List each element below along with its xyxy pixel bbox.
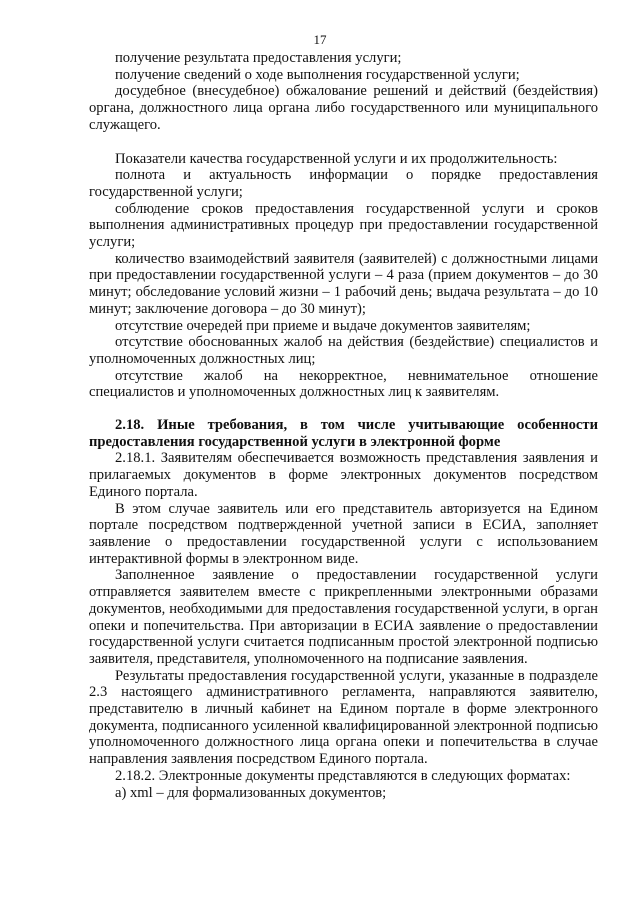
paragraph: получение сведений о ходе выполнения государственной услуги; xyxy=(115,66,520,83)
paragraph: получение результата предоставления услуги; xyxy=(115,50,402,66)
paragraph: Заполненное заявление о предоставлении государственной услуги отправляется заявителем вместе с прикрепленными электронными образами документов, необходимыми для предоставления государственной услуги, в орган опеки и попечительства. При авторизации в ЕСИА заявление о предоставлении государственной услуги считается подписанным простой электронной подписью заявителя, представителя, уполномоченного на подписание заявления. xyxy=(89,567,598,667)
paragraph: отсутствие очередей при приеме и выдаче документов заявителям; xyxy=(115,317,531,334)
paragraph: отсутствие обоснованных жалоб на действия (бездействие) специалистов и уполномоченных должностных лиц; xyxy=(89,334,598,367)
paragraph: В этом случае заявитель или его представитель авторизуется на Едином портале посредством подтвержденной учетной записи в ЕСИА, заполняет заявление о предоставлении государственной услуги с использованием интерактивной формы в электронном виде. xyxy=(89,500,598,567)
paragraph: полнота и актуальность информации о порядке предоставления государственной услуги; xyxy=(89,167,598,200)
paragraph-gap xyxy=(89,134,598,151)
paragraph: отсутствие жалоб на некорректное, невнимательное отношение специалистов и уполномоченных должностных лиц к заявителям. xyxy=(89,367,598,401)
paragraph: 2.18.1. Заявителям обеспечивается возможность представления заявления и прилагаемых документов в форме электронных документов посредством Единого портала. xyxy=(89,450,598,500)
paragraph: соблюдение сроков предоставления государственной услуги и сроков выполнения административных процедур при предоставлении государственной услуги; xyxy=(89,200,598,251)
paragraph: досудебное (внесудебное) обжалование решений и действий (бездействия) органа, должностного лица органа либо государственного или муниципального служащего. xyxy=(89,83,598,133)
paragraph: количество взаимодействий заявителя (заявителей) с должностными лицами при предоставлении государственной услуги – 4 раза (прием документов – до 30 минут; обследование условий жизни – 1 рабочий день; выдача результата – до 10 минут; заключение договора – до 30 минут); xyxy=(89,250,598,317)
page-body xyxy=(89,50,598,801)
paragraph: Результаты предоставления государственной услуги, указанные в подразделе 2.3 настоящего административного регламента, направляются заявителю, представителю в личный кабинет на Едином портале в форме электронного документа, подписанного усиленной квалифицированной электронной подписью уполномоченного должностного лица органа опеки и попечительства в случае направления заявления посредством Единого портала. xyxy=(89,667,598,768)
paragraph-gap xyxy=(89,401,598,417)
paragraph: а) xml – для формализованных документов; xyxy=(115,784,387,801)
paragraph: Показатели качества государственной услуги и их продолжительность: xyxy=(115,150,558,167)
paragraph: 2.18.2. Электронные документы представляются в следующих форматах: xyxy=(115,767,571,784)
page-number: 17 xyxy=(313,32,327,47)
section-heading: 2.18. Иные требования, в том числе учитывающие особенности предоставления государственной услуги в электронной форме xyxy=(89,417,598,450)
